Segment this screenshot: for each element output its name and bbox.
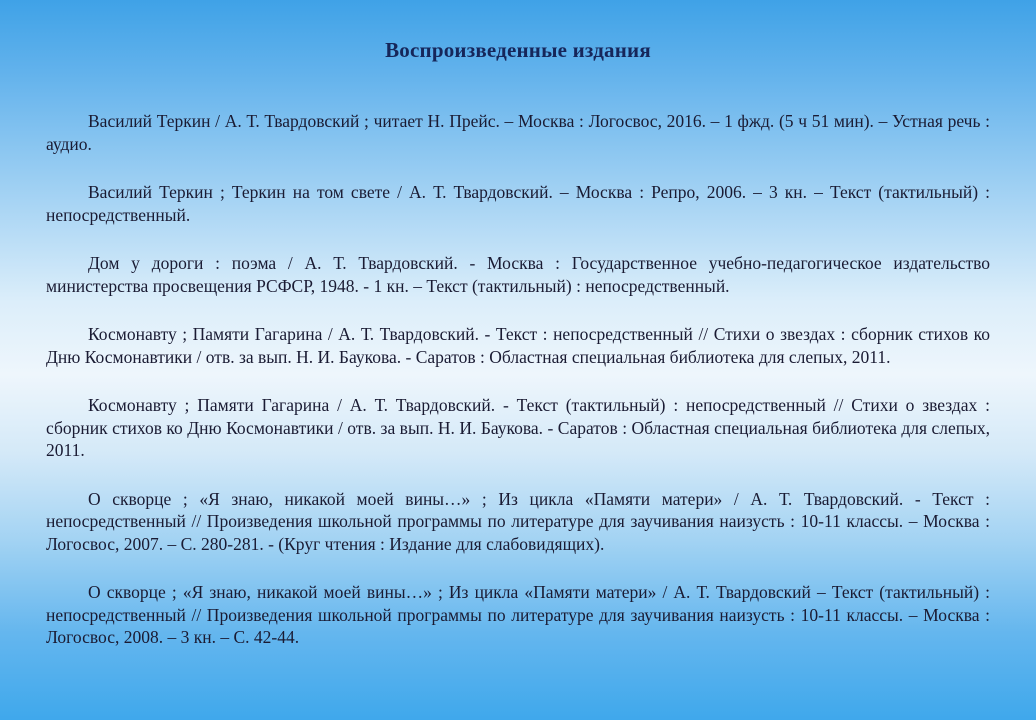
bibliography-entry: Космонавту ; Памяти Гагарина / А. Т. Твардовский. - Текст : непосредственный // Стихи о звездах : сборник стихов ко Дню Космонавтики / отв. за вып. Н. И. Баукова. - Саратов : Областная специальная библиотека для слепых, 2011. [46, 324, 990, 367]
bibliography-list [46, 110, 990, 649]
bibliography-entry: О скворце ; «Я знаю, никакой моей вины…» ; Из цикла «Памяти матери» / А. Т. Твардовский – Текст (тактильный) : непосредственный // Произведения школьной программы по литературе для заучивания наизусть : 10-11 классы. – Москва : Логосвос, 2008. – 3 кн. – С. 42-44. [46, 582, 990, 647]
page-title: Воспроизведенные издания [385, 38, 651, 62]
bibliography-entry: Василий Теркин ; Теркин на том свете / А. Т. Твардовский. – Москва : Репро, 2006. – 3 кн. – Текст (тактильный) : непосредственный. [46, 182, 990, 225]
bibliography-entry: О скворце ; «Я знаю, никакой моей вины…» ; Из цикла «Памяти матери» / А. Т. Твардовский. - Текст : непосредственный // Произведения школьной программы по литературе для заучивания наизусть : 10-11 классы. – Москва : Логосвос, 2007. – С. 280-281. - (Круг чтения : Издание для слабовидящих). [46, 488, 990, 554]
bibliography-entry: Василий Теркин / А. Т. Твардовский ; читает Н. Прейс. – Москва : Логосвос, 2016. – 1 фжд. (5 ч 51 мин). – Устная речь : аудио. [46, 111, 990, 154]
bibliography-entry: Дом у дороги : поэма / А. Т. Твардовский. - Москва : Государственное учебно-педагогическое издательство министерства просвещения РСФСР, 1948. - 1 кн. – Текст (тактильный) : непосредственный. [46, 253, 990, 296]
bibliography-entry: Космонавту ; Памяти Гагарина / А. Т. Твардовский. - Текст (тактильный) : непосредственный // Стихи о звездах : сборник стихов ко Дню Космонавтики / отв. за вып. Н. И. Баукова. - Саратов : Областная специальная библиотека для слепых, 2011. [46, 395, 990, 460]
